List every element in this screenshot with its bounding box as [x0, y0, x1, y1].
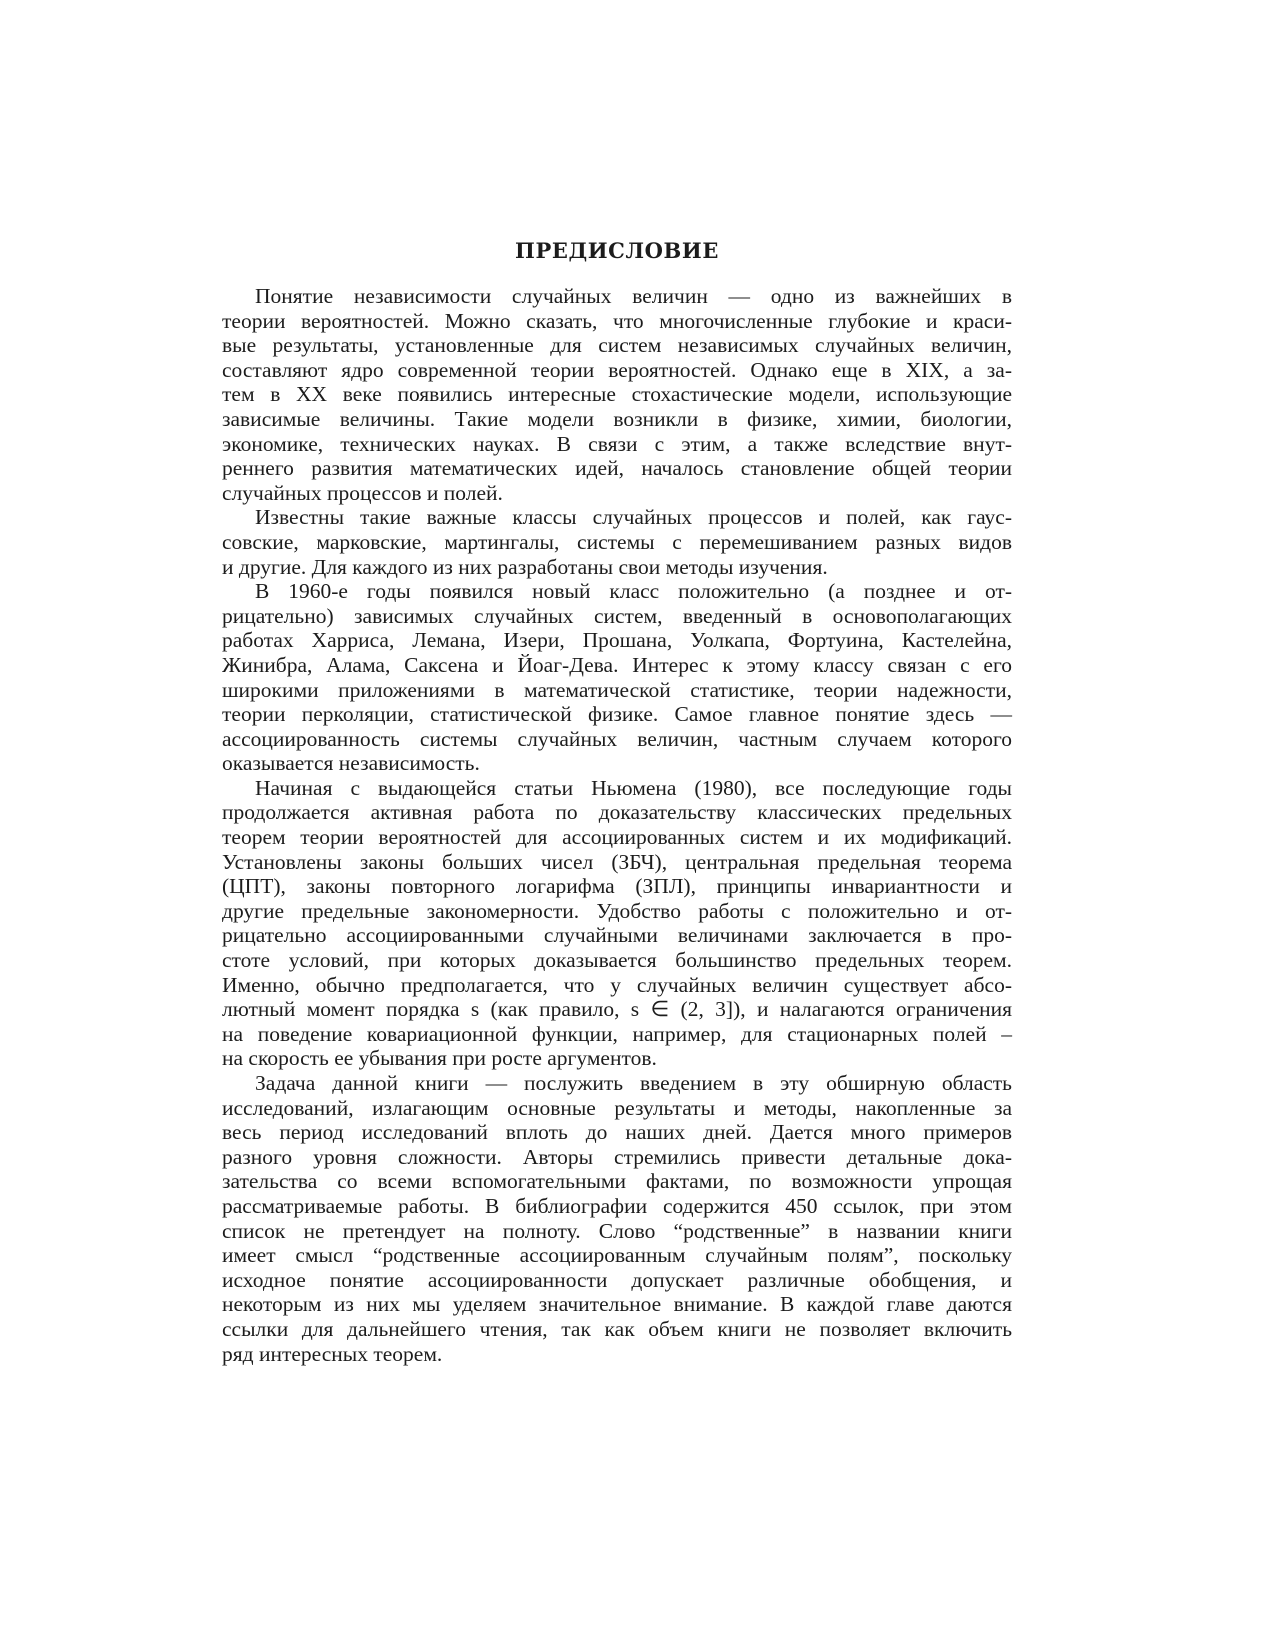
paragraph-2	[222, 505, 1012, 579]
text-line: Понятие независимости случайных величин — одно из важнейших в	[255, 284, 1012, 308]
text-line: Известны такие важные классы случайных процессов и полей, как гаус-	[255, 505, 1012, 530]
text-line: рассматриваемые работы. В библиографии содержится 450 ссылок, при этом	[222, 1193, 1012, 1218]
text-line: случайных процессов и полей.	[222, 480, 503, 505]
text-line: Жинибра, Алама, Саксена и Йоаг-Дева. Интерес к этому классу связан с его	[222, 652, 1012, 677]
paragraph-3	[222, 579, 1012, 776]
paragraph-5	[222, 1071, 1012, 1366]
text-line: теорем теории вероятностей для ассоциированных систем и их модификаций.	[222, 825, 1012, 850]
text-line: экономике, технических науках. В связи с этим, а также вследствие внут-	[222, 431, 1012, 456]
text-line: зависимые величины. Такие модели возникли в физике, химии, биологии,	[222, 406, 1012, 431]
text-line: лютный момент порядка s (как правило, s ∈ (2, 3]), и налагаются ограничения	[222, 997, 1012, 1022]
text-line: ряд интересных теорем.	[222, 1341, 443, 1366]
text-line: реннего развития математических идей, началось становление общей теории	[222, 456, 1012, 481]
text-line: продолжается активная работа по доказательству классических предельных	[222, 800, 1012, 825]
text-line: ссылки для дальнейшего чтения, так как объем книги не позволяет включить	[222, 1316, 1012, 1341]
text-line: широкими приложениями в математической статистике, теории надежности,	[222, 677, 1012, 702]
text-line: Установлены законы больших чисел (ЗБЧ), центральная предельная теорема	[222, 849, 1012, 874]
text-line: оказывается независимость.	[222, 751, 480, 776]
text-line: список не претендует на полноту. Слово “родственные” в названии книги	[222, 1218, 1012, 1243]
text-line: весь период исследований вплоть до наших дней. Дается много примеров	[222, 1120, 1012, 1145]
text-line: зательства со всеми вспомогательными фактами, по возможности упрощая	[222, 1169, 1012, 1194]
text-line: имеет смысл “родственные ассоциированным случайным полям”, поскольку	[222, 1243, 1012, 1268]
text-line: исследований, излагающим основные результаты и методы, накопленные за	[222, 1095, 1012, 1120]
text-line: на поведение ковариационной функции, например, для стационарных полей –	[222, 1021, 1012, 1046]
text-line: тем в XX веке появились интересные стохастические модели, использующие	[222, 382, 1012, 407]
text-line: В 1960-е годы появился новый класс положительно (а позднее и от-	[255, 579, 1012, 604]
paragraph-1	[222, 284, 1012, 505]
text-line: и другие. Для каждого из них разработаны свои методы изучения.	[222, 554, 828, 579]
text-line: некоторым из них мы уделяем значительное внимание. В каждой главе даются	[222, 1292, 1012, 1317]
text-line: Задача данной книги — послужить введением в эту обширную область	[255, 1071, 1012, 1095]
text-line: исходное понятие ассоциированности допускает различные обобщения, и	[222, 1267, 1012, 1292]
text-line: ассоциированность системы случайных величин, частным случаем которого	[222, 726, 1012, 751]
paragraph-4	[222, 776, 1012, 1071]
text-line: теории вероятностей. Можно сказать, что многочисленные глубокие и краси-	[222, 308, 1012, 333]
text-line: рицательно ассоциированными случайными величинами заключается в про-	[222, 923, 1012, 948]
text-line: (ЦПТ), законы повторного логарифма (ЗПЛ), принципы инвариантности и	[222, 874, 1012, 899]
page-title: ПРЕДИСЛОВИЕ	[515, 238, 719, 263]
text-line: совские, марковские, мартингалы, системы с перемешиванием разных видов	[222, 529, 1012, 554]
text-line: теории перколяции, статистической физике. Самое главное понятие здесь —	[222, 702, 1012, 727]
text-line: другие предельные закономерности. Удобство работы с положительно и от-	[222, 898, 1012, 923]
text-line: вые результаты, установленные для систем независимых случайных величин,	[222, 333, 1012, 358]
text-line: работах Харриса, Лемана, Изери, Прошана, Уолкапа, Фортуина, Кастелейна,	[222, 628, 1012, 653]
text-line: Начиная с выдающейся статьи Ньюмена (1980), все последующие годы	[255, 775, 1012, 800]
text-line: Именно, обычно предполагается, что у случайных величин существует абсо-	[222, 972, 1012, 997]
text-line: составляют ядро современной теории вероятностей. Однако еще в XIX, а за-	[222, 357, 1012, 382]
text-line: на скорость ее убывания при росте аргументов.	[222, 1046, 657, 1071]
text-line: рицательно) зависимых случайных систем, введенный в основополагающих	[222, 603, 1012, 628]
document-page	[222, 236, 1012, 1366]
text-line: стоте условий, при которых доказывается большинство предельных теорем.	[222, 948, 1012, 973]
text-line: разного уровня сложности. Авторы стремились привести детальные дока-	[222, 1144, 1012, 1169]
